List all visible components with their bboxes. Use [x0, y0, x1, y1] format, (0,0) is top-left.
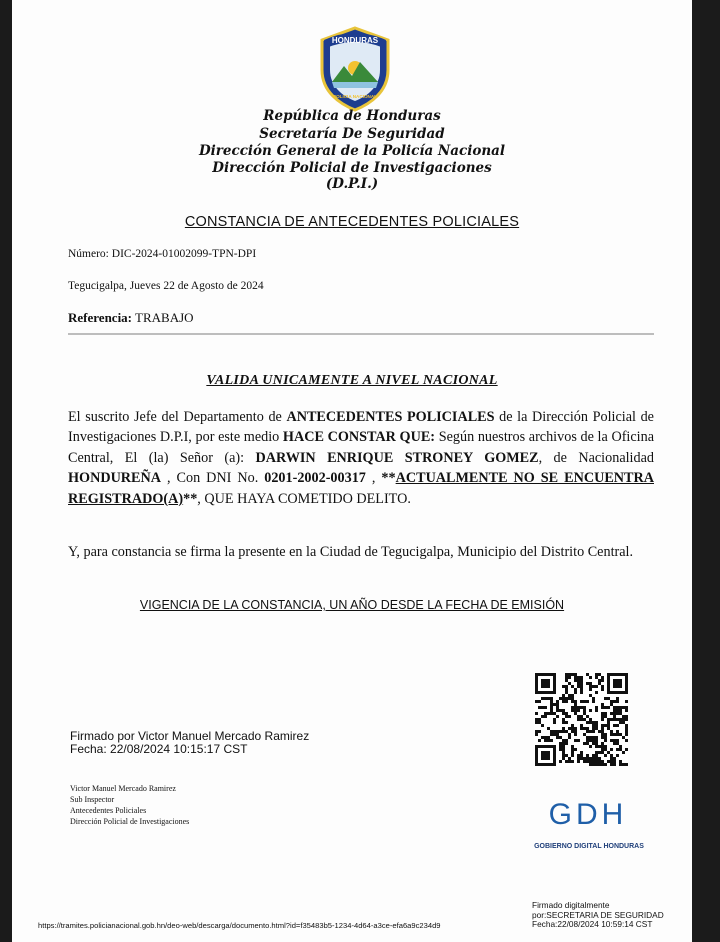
- logo-top-text: HONDURAS: [331, 36, 379, 45]
- header-dpi-acronym: (D.P.I.): [325, 176, 379, 192]
- header-republica: República de Honduras: [263, 108, 441, 124]
- signer-rank: Sub Inspector: [70, 795, 115, 804]
- valida-notice: VALIDA UNICAMENTE A NIVEL NACIONAL: [206, 373, 498, 388]
- asterisks-open: **: [381, 470, 396, 487]
- referencia-value: TRABAJO: [135, 310, 194, 325]
- numero-label: Número:: [68, 248, 109, 260]
- person-name: DARWIN ENRIQUE STRONEY GOMEZ: [255, 449, 539, 466]
- body-text-4: , de Nacionalidad: [538, 449, 654, 466]
- divider: [68, 333, 654, 335]
- digital-line-2: por:SECRETARIA DE SEGURIDAD: [532, 909, 664, 920]
- nationality: HONDUREÑA: [68, 470, 162, 487]
- signer-direction: Dirección Policial de Investigaciones: [70, 817, 190, 826]
- body-text-1: El suscrito Jefe del Departamento de: [68, 409, 287, 425]
- qr-code: [534, 672, 628, 766]
- logo-bottom-text: POLICIA NACIONAL: [333, 94, 377, 99]
- referencia-label: Referencia:: [68, 310, 133, 325]
- document-title: CONSTANCIA DE ANTECEDENTES POLICIALES: [184, 214, 520, 230]
- status-not-registered: ACTUALMENTE NO SE ENCUENTRA REGISTRADO(A): [68, 470, 654, 507]
- document-page: [12, 0, 692, 942]
- vigencia-notice: VIGENCIA DE LA CONSTANCIA, UN AÑO DESDE LA FECHA DE EMISIÓN: [139, 598, 565, 612]
- firma-fecha: Fecha: 22/08/2024 10:15:17 CST: [70, 742, 248, 756]
- fecha-text: Tegucigalpa, Jueves 22 de Agosto de 2024: [68, 280, 264, 292]
- digital-line-1: Firmado digitalmente: [532, 900, 610, 910]
- body-text-2: de la Dirección Policial de Investigaciones D.P.I, por este medio: [68, 409, 654, 446]
- constancia-paragraph: [68, 407, 654, 509]
- signer-name: Victor Manuel Mercado Ramirez: [70, 784, 176, 793]
- body-text-6: ,: [365, 470, 382, 487]
- hace-constar-bold: HACE CONSTAR QUE:: [282, 429, 436, 446]
- header-dpi-full: Dirección Policial de Investigaciones: [212, 160, 492, 176]
- asterisks-close: **: [183, 490, 198, 507]
- gdh-subtitle: GOBIERNO DIGITAL HONDURAS: [534, 843, 644, 850]
- header-secretaria: Secretaría De Seguridad: [259, 126, 445, 142]
- dni-number: 0201-2002-00317: [264, 470, 366, 487]
- body-text-3: Según nuestros archivos de la Oficina Central, El (la) Señor (a):: [68, 429, 654, 466]
- document-url: https://tramites.policianacional.gob.hn/deo-web/descarga/documento.html?id=f35483b5-1234-4d64-a3ce-efa6a9c234d9: [38, 921, 441, 930]
- referencia-row: [68, 310, 194, 326]
- firma-paragraph: Y, para constancia se firma la presente en la Ciudad de Tegucigalpa, Municipio del Distrito Central.: [68, 544, 634, 560]
- body-text-7: , QUE HAYA COMETIDO DELITO.: [197, 490, 411, 507]
- police-shield-logo: [318, 26, 392, 112]
- numero-value: DIC-2024-01002099-TPN-DPI: [111, 248, 257, 260]
- antecedentes-policiales-bold: ANTECEDENTES POLICIALES: [286, 409, 495, 425]
- digital-signature: [532, 901, 664, 930]
- signer-department: Antecedentes Policiales: [70, 806, 147, 815]
- signer-block: [70, 783, 189, 827]
- firmado-por: Firmado por Victor Manuel Mercado Ramirez: [70, 729, 310, 743]
- body-text-5: , Con DNI No.: [161, 470, 265, 487]
- header-direccion-general: Dirección General de la Policía Nacional: [198, 143, 506, 159]
- numero-row: [68, 248, 256, 260]
- gdh-logo: GDH: [548, 798, 628, 831]
- digital-line-3: Fecha:22/08/2024 10:59:14 CST: [532, 919, 653, 929]
